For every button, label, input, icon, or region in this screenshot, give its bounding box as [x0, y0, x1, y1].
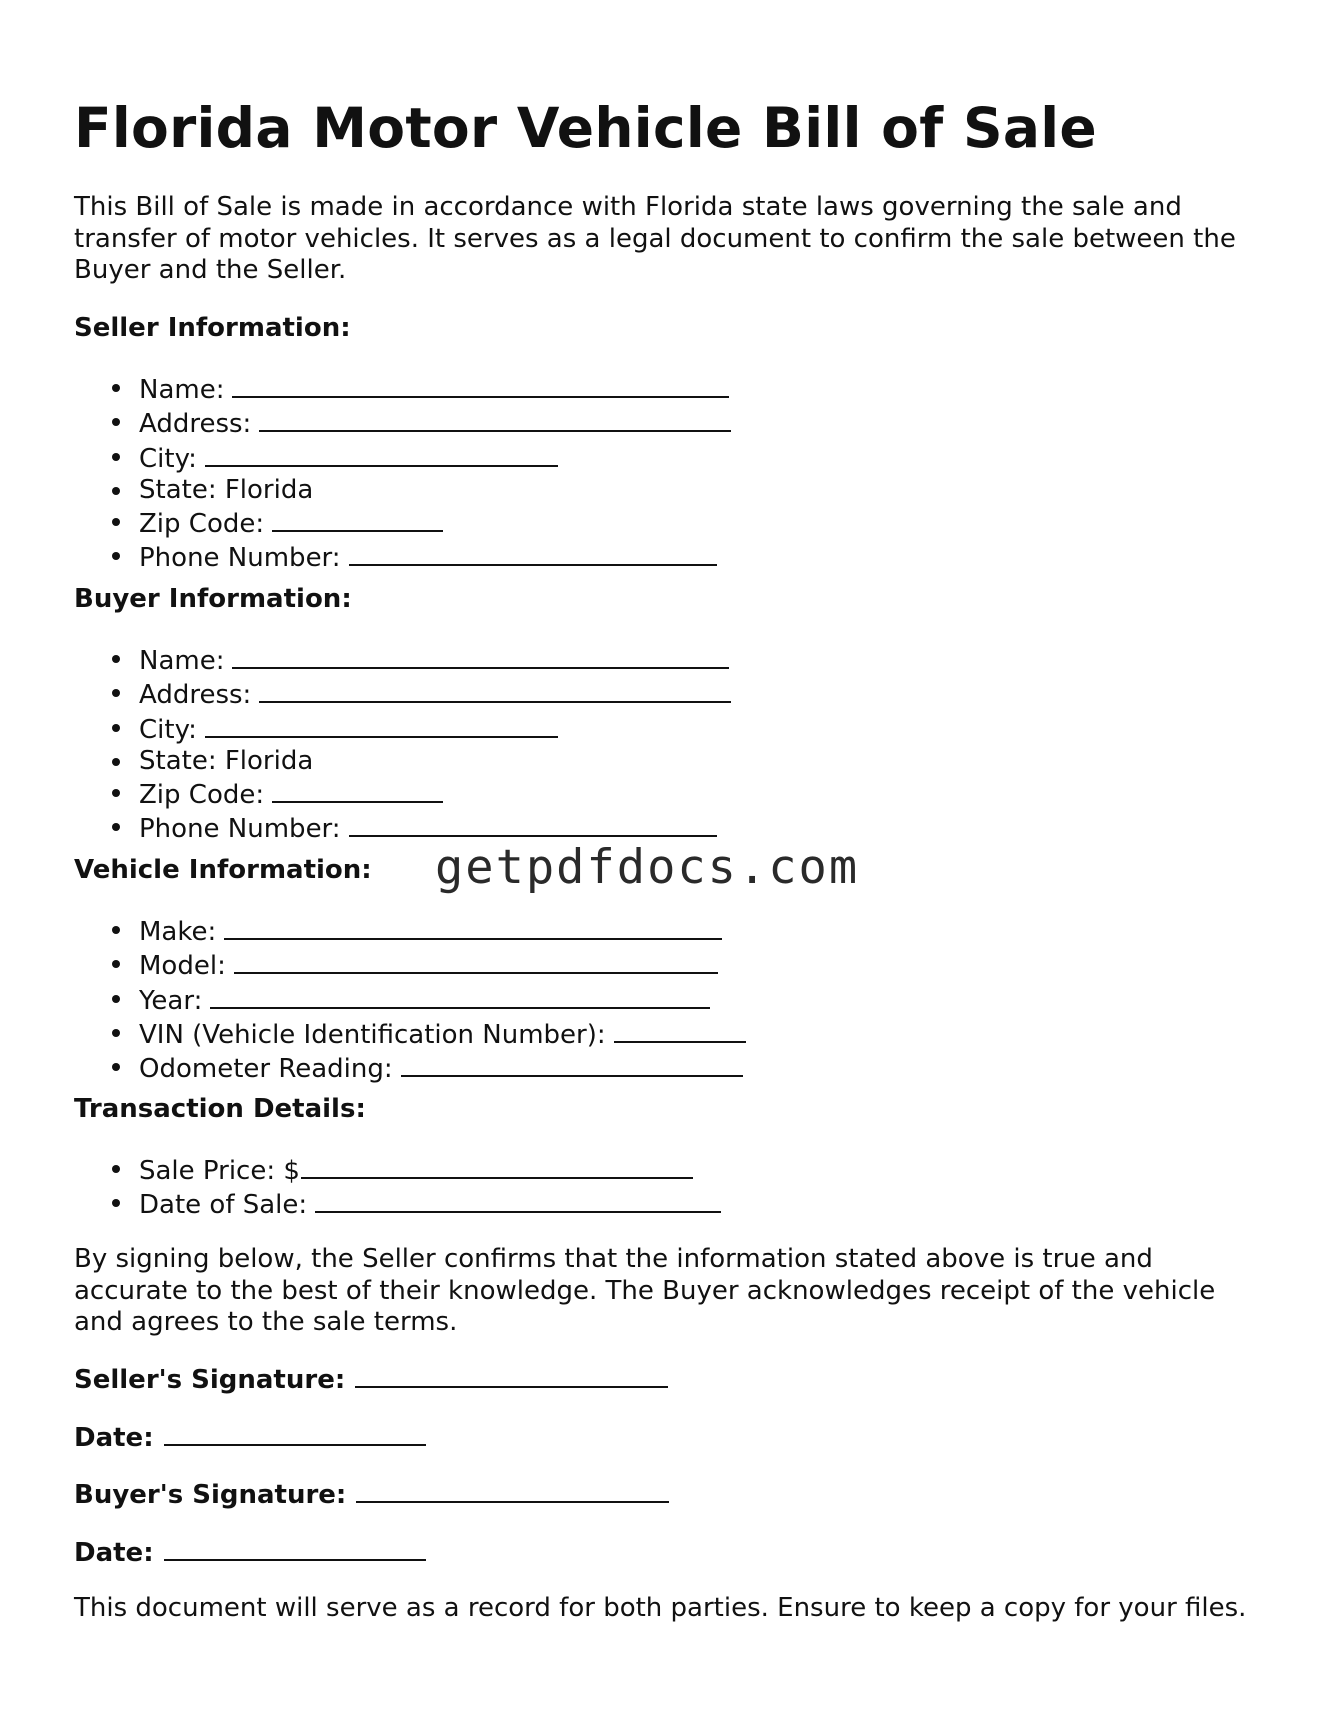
buyer-phone-label: Phone Number: — [139, 814, 341, 845]
seller-zip-blank[interactable] — [272, 506, 443, 532]
vehicle-vin-blank[interactable] — [614, 1017, 746, 1043]
buyer-signature-line — [74, 1477, 669, 1511]
seller-section-heading: Seller Information: — [74, 313, 351, 343]
vehicle-model-label: Model: — [139, 951, 226, 982]
vehicle-year-blank[interactable] — [210, 983, 710, 1009]
seller-name-field — [139, 372, 731, 406]
watermark-text: getpdfdocs.com — [435, 840, 860, 895]
buyer-address-blank[interactable] — [259, 677, 731, 703]
buyer-zip-label: Zip Code: — [139, 780, 265, 811]
sale-date-blank[interactable] — [315, 1187, 721, 1213]
seller-signature-line — [74, 1362, 668, 1396]
footer-note: This document will serve as a record for both parties. Ensure to keep a copy for your files. — [74, 1593, 1247, 1623]
buyer-state-label: State: Florida — [139, 745, 314, 776]
buyer-address-label: Address: — [139, 680, 252, 711]
seller-signature-blank[interactable] — [355, 1362, 668, 1388]
transaction-fields — [139, 1153, 721, 1222]
vehicle-section-heading: Vehicle Information: — [74, 855, 372, 885]
buyer-signature-blank[interactable] — [356, 1477, 669, 1503]
vehicle-model-field — [139, 948, 746, 982]
buyer-name-blank[interactable] — [232, 643, 729, 669]
seller-zip-label: Zip Code: — [139, 509, 265, 540]
seller-fields — [139, 372, 731, 575]
buyer-fields — [139, 643, 731, 846]
buyer-signature-label: Buyer's Signature: — [74, 1480, 347, 1510]
seller-state-field — [139, 475, 731, 506]
seller-phone-field — [139, 540, 731, 574]
seller-city-blank[interactable] — [205, 441, 558, 467]
buyer-name-field — [139, 643, 731, 677]
vehicle-odometer-field — [139, 1051, 746, 1085]
buyer-section-heading: Buyer Information: — [74, 584, 352, 614]
seller-address-label: Address: — [139, 409, 252, 440]
vehicle-fields — [139, 914, 746, 1085]
seller-city-field — [139, 441, 731, 475]
seller-zip-field — [139, 506, 731, 540]
sale-price-blank[interactable] — [301, 1153, 693, 1179]
seller-name-blank[interactable] — [232, 372, 729, 398]
vehicle-odometer-label: Odometer Reading: — [139, 1054, 393, 1085]
seller-address-blank[interactable] — [259, 406, 731, 432]
vehicle-odometer-blank[interactable] — [401, 1051, 743, 1077]
seller-state-label: State: Florida — [139, 474, 314, 505]
buyer-zip-blank[interactable] — [272, 777, 443, 803]
vehicle-vin-label: VIN (Vehicle Identification Number): — [139, 1019, 606, 1050]
seller-date-label: Date: — [74, 1423, 154, 1453]
buyer-name-label: Name: — [139, 646, 225, 676]
buyer-zip-field — [139, 777, 731, 811]
vehicle-make-field — [139, 914, 746, 948]
buyer-phone-blank[interactable] — [349, 811, 717, 837]
sale-date-label: Date of Sale: — [139, 1190, 308, 1221]
buyer-date-line — [74, 1535, 426, 1569]
buyer-date-label: Date: — [74, 1538, 154, 1568]
buyer-state-field — [139, 746, 731, 777]
seller-date-blank[interactable] — [164, 1420, 426, 1446]
buyer-city-blank[interactable] — [205, 712, 558, 738]
seller-address-field — [139, 406, 731, 440]
confirmation-paragraph: By signing below, the Seller confirms that the information stated above is true and accurate to the best of their knowledge. The Buyer acknowledges receipt of the vehicle and agrees to the sale terms. — [74, 1244, 1216, 1337]
seller-date-line — [74, 1420, 426, 1454]
sale-price-field — [139, 1153, 721, 1187]
buyer-city-field — [139, 712, 731, 746]
buyer-address-field — [139, 677, 731, 711]
sale-date-field — [139, 1187, 721, 1221]
seller-name-label: Name: — [139, 375, 225, 405]
vehicle-year-field — [139, 983, 746, 1017]
vehicle-make-label: Make: — [139, 917, 217, 947]
page-title: Florida Motor Vehicle Bill of Sale — [74, 96, 1098, 160]
sale-price-label: Sale Price: $ — [139, 1156, 300, 1186]
transaction-section-heading: Transaction Details: — [74, 1094, 366, 1124]
seller-phone-blank[interactable] — [349, 540, 717, 566]
buyer-city-label: City: — [139, 714, 197, 745]
vehicle-vin-field — [139, 1017, 746, 1051]
vehicle-make-blank[interactable] — [224, 914, 722, 940]
seller-signature-label: Seller's Signature: — [74, 1365, 346, 1395]
seller-phone-label: Phone Number: — [139, 543, 341, 574]
vehicle-model-blank[interactable] — [234, 948, 718, 974]
buyer-date-blank[interactable] — [164, 1535, 426, 1561]
intro-paragraph: This Bill of Sale is made in accordance with Florida state laws governing the sale and transfer of motor vehicles. It serves as a legal document to confirm the sale between the Buyer and the Seller. — [74, 192, 1236, 285]
vehicle-year-label: Year: — [139, 985, 203, 1016]
seller-city-label: City: — [139, 443, 197, 474]
